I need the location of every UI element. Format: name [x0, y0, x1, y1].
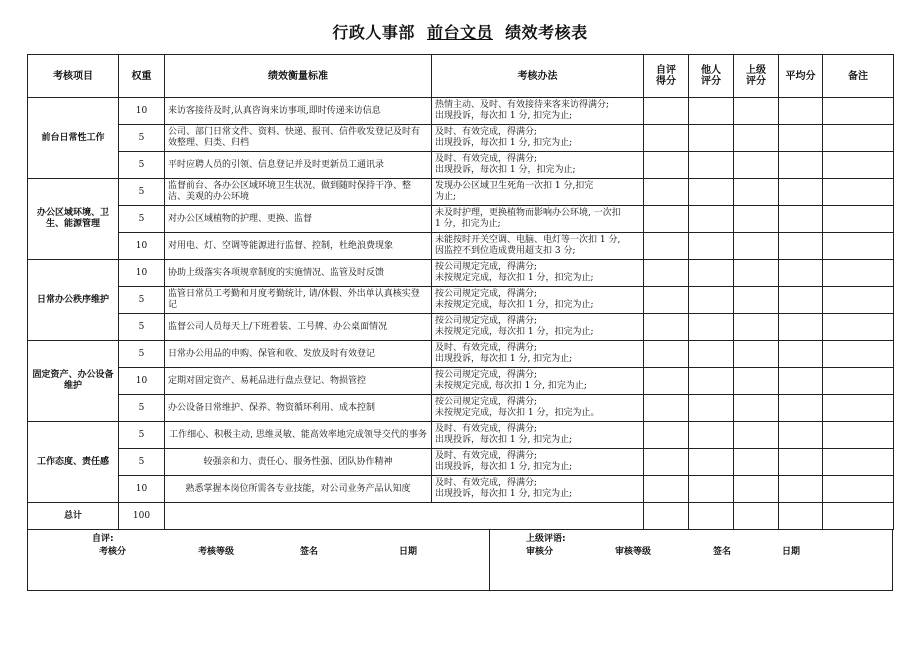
- self-score-cell[interactable]: [644, 260, 689, 287]
- note-cell[interactable]: [823, 395, 894, 422]
- method-line1: 按公司规定完成，得满分;: [435, 370, 538, 380]
- method-line1: 及时、有效完成，得满分;: [435, 451, 538, 461]
- table-row: [28, 233, 894, 260]
- footer-divider: [489, 529, 490, 590]
- title-position: 前台文员: [426, 23, 493, 42]
- note-cell[interactable]: [823, 314, 894, 341]
- weight-cell: 5: [119, 125, 165, 152]
- average-cell[interactable]: [779, 206, 823, 233]
- method-line2: 为止;: [435, 192, 457, 202]
- weight-cell: 10: [119, 260, 165, 287]
- peer-score-cell[interactable]: [689, 368, 734, 395]
- weight-cell: 5: [119, 422, 165, 449]
- category-cell: 工作态度、责任感: [28, 422, 119, 503]
- method-line2: 出现投诉，每次扣 1 分, 扣完为止;: [435, 354, 573, 364]
- boss-score-cell[interactable]: [734, 287, 779, 314]
- method-line1: 热情主动、及时、有效接待来客来访得满分;: [435, 100, 610, 110]
- boss-score-cell[interactable]: [734, 98, 779, 125]
- average-cell[interactable]: [779, 152, 823, 179]
- average-cell[interactable]: [779, 98, 823, 125]
- boss-score-cell[interactable]: [734, 206, 779, 233]
- peer-score-cell[interactable]: [689, 287, 734, 314]
- method-line1: 及时、有效完成，得满分;: [435, 343, 538, 353]
- method-line1: 按公司规定完成，得满分;: [435, 316, 538, 326]
- boss-score-cell[interactable]: [734, 233, 779, 260]
- header-boss-line1: 上级: [746, 65, 766, 76]
- header-row: [28, 55, 894, 98]
- standard-cell: 来访客接待及时,认真咨询来访事项,即时传递来访信息: [165, 98, 432, 125]
- boss-score-label[interactable]: 审核分: [526, 547, 554, 557]
- peer-score-cell[interactable]: [689, 179, 734, 206]
- standard-cell: 对用电、灯、空调等能源进行监督、控制，杜绝浪费现象: [165, 233, 432, 260]
- total-average[interactable]: [779, 503, 823, 530]
- method-line2: 出现投诉，每次扣 1 分, 扣完为止;: [435, 489, 573, 499]
- note-cell[interactable]: [823, 287, 894, 314]
- method-line2: 未按规定完成，每次扣 1 分，扣完为止;: [435, 300, 594, 310]
- weight-cell: 5: [119, 206, 165, 233]
- method-line1: 发现办公区域卫生死角一次扣 1 分,扣完: [435, 181, 594, 191]
- boss-score-cell[interactable]: [734, 179, 779, 206]
- average-cell[interactable]: [779, 341, 823, 368]
- method-line2: 未按规定完成，每次扣 1 分，扣完为止。: [435, 408, 600, 418]
- method-line2: 未按规定完成，每次扣 1 分，扣完为止;: [435, 327, 594, 337]
- method-line2: 1 分，扣完为止;: [435, 219, 501, 229]
- boss-sign-label[interactable]: 签名: [713, 547, 732, 557]
- self-score-cell[interactable]: [644, 314, 689, 341]
- self-grade-label[interactable]: 考核等级: [198, 547, 235, 557]
- peer-score-cell[interactable]: [689, 125, 734, 152]
- standard-cell: 监督前台、各办公区域环境卫生状况、做到随时保持干净、整洁、美观的办公环境: [165, 179, 432, 206]
- self-sign-label[interactable]: 签名: [300, 547, 319, 557]
- peer-score-cell[interactable]: [689, 206, 734, 233]
- method-cell: [432, 260, 644, 287]
- total-note[interactable]: [823, 503, 894, 530]
- method-cell: [432, 98, 644, 125]
- self-score-cell[interactable]: [644, 368, 689, 395]
- boss-grade-label[interactable]: 审核等级: [615, 547, 652, 557]
- self-score-cell[interactable]: [644, 341, 689, 368]
- header-self-score: [644, 55, 689, 98]
- self-score-cell[interactable]: [644, 395, 689, 422]
- table-row: [28, 179, 894, 206]
- header-item: 考核项目: [28, 55, 119, 98]
- peer-score-cell[interactable]: [689, 422, 734, 449]
- self-score-cell[interactable]: [644, 98, 689, 125]
- standard-cell: 熟悉掌握本岗位所需各专业技能，对公司业务产品认知度: [165, 476, 432, 503]
- method-cell: [432, 314, 644, 341]
- standard-cell: 定期对固定资产、易耗品进行盘点登记、物损管控: [165, 368, 432, 395]
- weight-cell: 5: [119, 179, 165, 206]
- self-score-cell[interactable]: [644, 233, 689, 260]
- table-row: [28, 368, 894, 395]
- standard-cell: 办公设备日常维护、保养、物资循环利用、成本控制: [165, 395, 432, 422]
- header-boss-line2: 评分: [746, 76, 766, 87]
- boss-score-cell[interactable]: [734, 449, 779, 476]
- peer-score-cell[interactable]: [689, 233, 734, 260]
- method-cell: [432, 422, 644, 449]
- evaluation-footer: [27, 529, 893, 591]
- method-line1: 及时、有效完成，得满分;: [435, 424, 538, 434]
- method-line1: 未能按时开关空调、电脑、电灯等一次扣 1 分,: [435, 235, 621, 245]
- table-row: [28, 125, 894, 152]
- header-method: 考核办法: [432, 55, 644, 98]
- standard-cell: 公司、部门日常文件、资料、快递、报刊、信件收发登记及时有效整理、归类、归档: [165, 125, 432, 152]
- method-line1: 按公司规定完成，得满分;: [435, 397, 538, 407]
- table-row: [28, 449, 894, 476]
- category-cell: 前台日常性工作: [28, 98, 119, 179]
- table-row: [28, 422, 894, 449]
- method-line1: 及时、有效完成，得满分;: [435, 478, 538, 488]
- weight-cell: 5: [119, 341, 165, 368]
- method-cell: [432, 449, 644, 476]
- self-score-cell[interactable]: [644, 449, 689, 476]
- peer-score-cell[interactable]: [689, 449, 734, 476]
- table-row: [28, 152, 894, 179]
- peer-score-cell[interactable]: [689, 314, 734, 341]
- self-score-cell[interactable]: [644, 287, 689, 314]
- total-label: 总计: [28, 503, 119, 530]
- weight-cell: 5: [119, 314, 165, 341]
- header-peer-score: [689, 55, 734, 98]
- standard-cell: 平时应聘人员的引领、信息登记并及时更新员工通讯录: [165, 152, 432, 179]
- header-self-line1: 自评: [656, 65, 676, 76]
- method-cell: [432, 206, 644, 233]
- method-cell: [432, 368, 644, 395]
- method-line2: 因监控不到位造成费用超支扣 3 分;: [435, 246, 576, 256]
- method-line2: 未按规定完成，每次扣 1 分，扣完为止;: [435, 273, 594, 283]
- self-score-cell[interactable]: [644, 152, 689, 179]
- standard-cell: 日常办公用品的申购、保管和收、发放及时有效登记: [165, 341, 432, 368]
- standard-cell: 较强亲和力、责任心、服务性强、团队协作精神: [165, 449, 432, 476]
- average-cell[interactable]: [779, 233, 823, 260]
- table-row: [28, 287, 894, 314]
- total-self-score[interactable]: [644, 503, 689, 530]
- note-cell[interactable]: [823, 179, 894, 206]
- note-cell[interactable]: [823, 98, 894, 125]
- method-cell: [432, 476, 644, 503]
- self-score-cell[interactable]: [644, 476, 689, 503]
- weight-cell: 5: [119, 395, 165, 422]
- average-cell[interactable]: [779, 368, 823, 395]
- table-row: [28, 260, 894, 287]
- self-score-cell[interactable]: [644, 125, 689, 152]
- total-boss-score[interactable]: [734, 503, 779, 530]
- standard-cell: 监管日常员工考勤和月度考勤统计, 请/休假、外出单认真核实登记: [165, 287, 432, 314]
- method-cell: [432, 287, 644, 314]
- method-line2: 出现投诉，每次扣 1 分, 扣完为止;: [435, 462, 573, 472]
- header-peer-line1: 他人: [701, 65, 721, 76]
- weight-cell: 10: [119, 368, 165, 395]
- table-row: [28, 341, 894, 368]
- boss-score-cell[interactable]: [734, 395, 779, 422]
- boss-score-cell[interactable]: [734, 260, 779, 287]
- header-weight: 权重: [119, 55, 165, 98]
- self-review-label: 自评:: [92, 534, 114, 544]
- note-cell[interactable]: [823, 449, 894, 476]
- method-line1: 按公司规定完成，得满分;: [435, 289, 538, 299]
- average-cell[interactable]: [779, 395, 823, 422]
- average-cell[interactable]: [779, 314, 823, 341]
- boss-score-cell[interactable]: [734, 368, 779, 395]
- self-score-cell[interactable]: [644, 179, 689, 206]
- note-cell[interactable]: [823, 125, 894, 152]
- peer-score-cell[interactable]: [689, 98, 734, 125]
- table-row: [28, 206, 894, 233]
- header-self-line2: 得分: [656, 76, 676, 87]
- self-score-cell[interactable]: [644, 422, 689, 449]
- method-line2: 出现投诉，每次扣 1 分, 扣完为止;: [435, 138, 573, 148]
- method-line2: 出现投诉，每次扣 1 分，扣完为止;: [435, 165, 576, 175]
- boss-date-label[interactable]: 日期: [782, 547, 801, 557]
- average-cell[interactable]: [779, 125, 823, 152]
- table-row: [28, 395, 894, 422]
- average-cell[interactable]: [779, 287, 823, 314]
- self-score-cell[interactable]: [644, 206, 689, 233]
- average-cell[interactable]: [779, 422, 823, 449]
- method-line1: 未及时护理，更换植物而影响办公环境, 一次扣: [435, 208, 621, 218]
- assessment-table: [27, 54, 894, 530]
- total-weight: 100: [119, 503, 165, 530]
- average-cell[interactable]: [779, 179, 823, 206]
- weight-cell: 5: [119, 449, 165, 476]
- self-date-label[interactable]: 日期: [399, 547, 418, 557]
- peer-score-cell[interactable]: [689, 341, 734, 368]
- title-dept: 行政人事部: [332, 23, 415, 42]
- note-cell[interactable]: [823, 422, 894, 449]
- peer-score-cell[interactable]: [689, 476, 734, 503]
- boss-score-cell[interactable]: [734, 341, 779, 368]
- total-peer-score[interactable]: [689, 503, 734, 530]
- standard-cell: 工作细心、积极主动, 思维灵敏、能高效率地完成领导交代的事务: [165, 422, 432, 449]
- note-cell[interactable]: [823, 206, 894, 233]
- total-row: [28, 503, 894, 530]
- method-line1: 及时、有效完成，得满分;: [435, 127, 538, 137]
- total-empty-cell: [165, 503, 644, 530]
- header-standard: 绩效衡量标准: [165, 55, 432, 98]
- title-form: 绩效考核表: [505, 23, 588, 42]
- method-cell: [432, 341, 644, 368]
- method-line2: 未按规定完成, 每次扣 1 分, 扣完为止;: [435, 381, 587, 391]
- note-cell[interactable]: [823, 233, 894, 260]
- method-cell: [432, 125, 644, 152]
- note-cell[interactable]: [823, 341, 894, 368]
- method-cell: [432, 152, 644, 179]
- header-note: 备注: [823, 55, 894, 98]
- category-cell: 固定资产、办公设备维护: [28, 341, 119, 422]
- peer-score-cell[interactable]: [689, 395, 734, 422]
- method-cell: [432, 233, 644, 260]
- standard-cell: 协助上级落实各项规章制度的实施情况、监管及时反馈: [165, 260, 432, 287]
- boss-score-cell[interactable]: [734, 314, 779, 341]
- weight-cell: 10: [119, 476, 165, 503]
- note-cell[interactable]: [823, 260, 894, 287]
- standard-cell: 监督公司人员每天上/下班着装、工号牌、办公桌面情况: [165, 314, 432, 341]
- average-cell[interactable]: [779, 260, 823, 287]
- method-cell: [432, 395, 644, 422]
- self-score-label[interactable]: 考核分: [99, 547, 127, 557]
- peer-score-cell[interactable]: [689, 260, 734, 287]
- header-peer-line2: 评分: [701, 76, 721, 87]
- boss-score-cell[interactable]: [734, 476, 779, 503]
- note-cell[interactable]: [823, 476, 894, 503]
- boss-score-cell[interactable]: [734, 152, 779, 179]
- category-cell: 日常办公秩序维护: [28, 260, 119, 341]
- average-cell[interactable]: [779, 476, 823, 503]
- form-title: [0, 20, 920, 43]
- weight-cell: 5: [119, 152, 165, 179]
- note-cell[interactable]: [823, 368, 894, 395]
- table-row: [28, 98, 894, 125]
- method-line2: 出现投诉，每次扣 1 分, 扣完为止;: [435, 111, 573, 121]
- standard-cell: 对办公区域植物的护理、更换、监督: [165, 206, 432, 233]
- method-line2: 出现投诉，每次扣 1 分, 扣完为止;: [435, 435, 573, 445]
- boss-review-label: 上级评语:: [526, 534, 566, 544]
- weight-cell: 10: [119, 98, 165, 125]
- category-cell: 办公区域环境、卫生、能源管理: [28, 179, 119, 260]
- boss-score-cell[interactable]: [734, 125, 779, 152]
- header-average: 平均分: [779, 55, 823, 98]
- method-cell: [432, 179, 644, 206]
- boss-score-cell[interactable]: [734, 422, 779, 449]
- weight-cell: 5: [119, 287, 165, 314]
- header-boss-score: [734, 55, 779, 98]
- peer-score-cell[interactable]: [689, 152, 734, 179]
- method-line1: 及时、有效完成，得满分;: [435, 154, 538, 164]
- note-cell[interactable]: [823, 152, 894, 179]
- weight-cell: 10: [119, 233, 165, 260]
- method-line1: 按公司规定完成，得满分;: [435, 262, 538, 272]
- table-row: [28, 314, 894, 341]
- average-cell[interactable]: [779, 449, 823, 476]
- table-row: [28, 476, 894, 503]
